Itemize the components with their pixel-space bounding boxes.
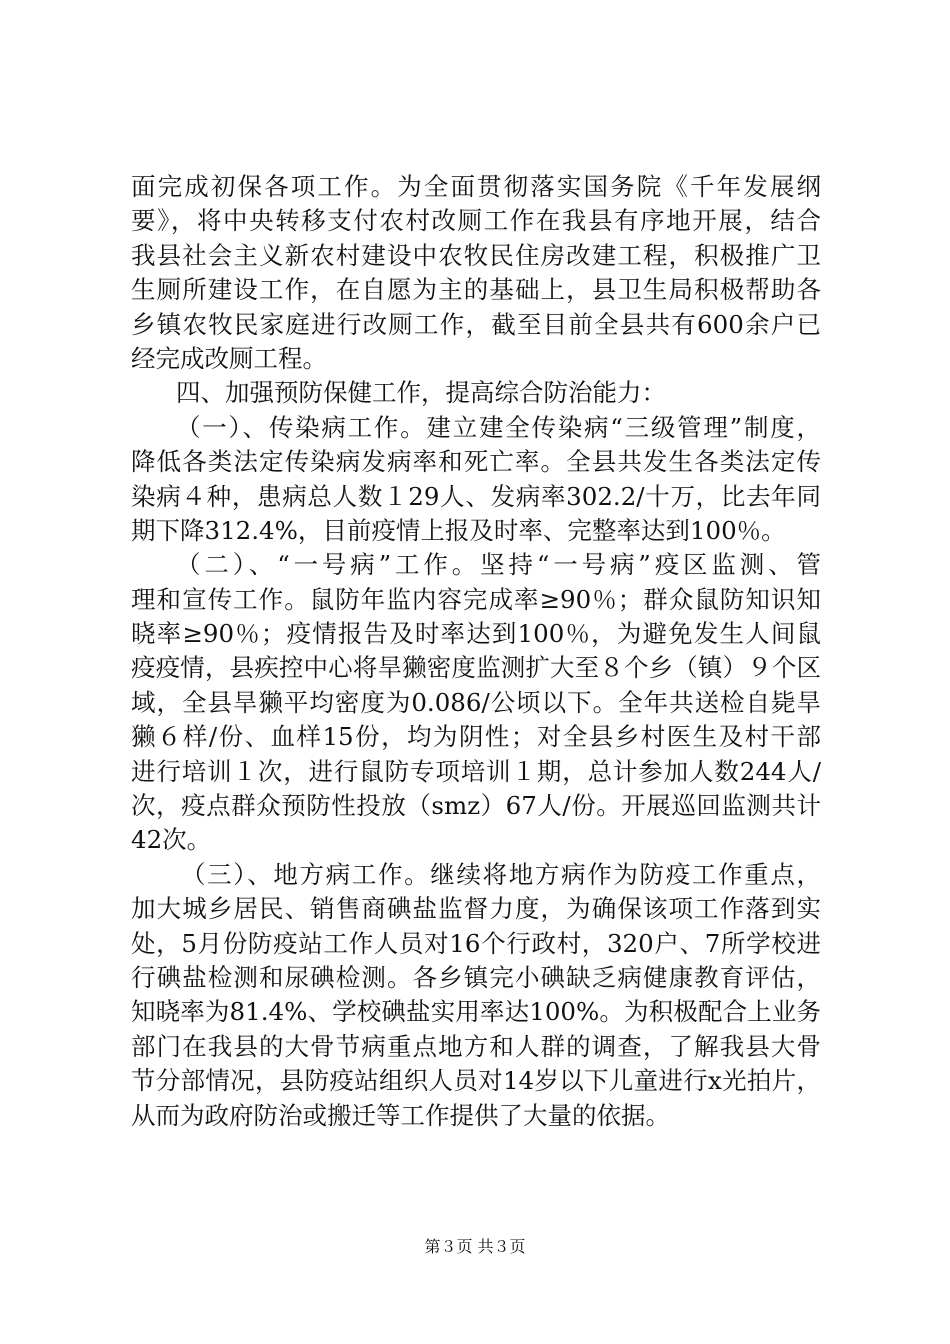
text-line: 行碘盐检测和尿碘检测。各乡镇完小碘缺乏病健康教育评估， (131, 962, 821, 992)
text-line: 加大城乡居民、销售商碘盐监督力度，为确保该项工作落到实 (131, 894, 821, 924)
text-line: 42次。 (131, 825, 212, 855)
text-line: 理和宣传工作。鼠防年监内容完成率≥90％；群众鼠防知识知 (131, 584, 821, 614)
text-line: 部门在我县的大骨节病重点地方和人群的调查，了解我县大骨 (131, 1031, 821, 1061)
text-line: （二）、“一号病”工作。坚持“一号病”疫区监测、管 (176, 550, 821, 580)
text-line: 次，疫点群众预防性投放（smz）67人/份。开展巡回监测共计 (131, 791, 821, 821)
text-line: 我县社会主义新农村建设中农牧民住房改建工程，积极推广卫 (131, 240, 821, 270)
text-line: 知晓率为81.4%、学校碘盐实用率达100%。为积极配合上业务 (131, 997, 821, 1027)
text-line: 期下降312.4%，目前疫情上报及时率、完整率达到100％。 (131, 515, 786, 545)
text-line: 降低各类法定传染病发病率和死亡率。全县共发生各类法定传 (131, 447, 821, 477)
text-line: 疫疫情，县疾控中心将旱獭密度监测扩大至８个乡（镇）９个区 (131, 653, 821, 683)
text-line: 要》，将中央转移支付农村改厕工作在我县有序地开展，结合 (131, 206, 821, 236)
text-line: 从而为政府防治或搬迁等工作提供了大量的依据。 (131, 1100, 670, 1130)
text-line: 晓率≥90％；疫情报告及时率达到100％，为避免发生人间鼠 (131, 619, 821, 649)
text-line: 处，5月份防疫站工作人员对16个行政村，320户、7所学校进 (131, 928, 821, 958)
text-line: 面完成初保各项工作。为全面贯彻落实国务院《千年发展纲 (131, 172, 821, 201)
text-line: 獭６样/份、血样15份，均为阴性；对全县乡村医生及村干部 (131, 722, 821, 752)
text-line: 域，全县旱獭平均密度为0.086/公顷以下。全年共送检自毙旱 (131, 687, 821, 717)
text-line: 生厕所建设工作，在自愿为主的基础上，县卫生局积极帮助各 (131, 275, 821, 305)
text-line: 染病４种，患病总人数１29人、发病率302.2/十万，比去年同 (131, 481, 821, 511)
document-body (131, 170, 821, 1133)
text-line: （三）、地方病工作。继续将地方病作为防疫工作重点， (181, 859, 821, 889)
text-line: 节分部情况，县防疫站组织人员对14岁以下儿童进行x光拍片， (131, 1066, 821, 1096)
text-line: 乡镇农牧民家庭进行改厕工作，截至目前全县共有600余户已 (131, 309, 821, 339)
text-line: 进行培训１次，进行鼠防专项培训１期，总计参加人数244人/ (131, 756, 821, 786)
text-line: 四、加强预防保健工作，提高综合防治能力： (176, 378, 666, 408)
page-footer: 第３页 共３页 (424, 1237, 526, 1256)
text-line: （一）、传染病工作。建立建全传染病“三级管理”制度， (176, 412, 821, 442)
text-line: 经完成改厕工程。 (131, 343, 327, 373)
